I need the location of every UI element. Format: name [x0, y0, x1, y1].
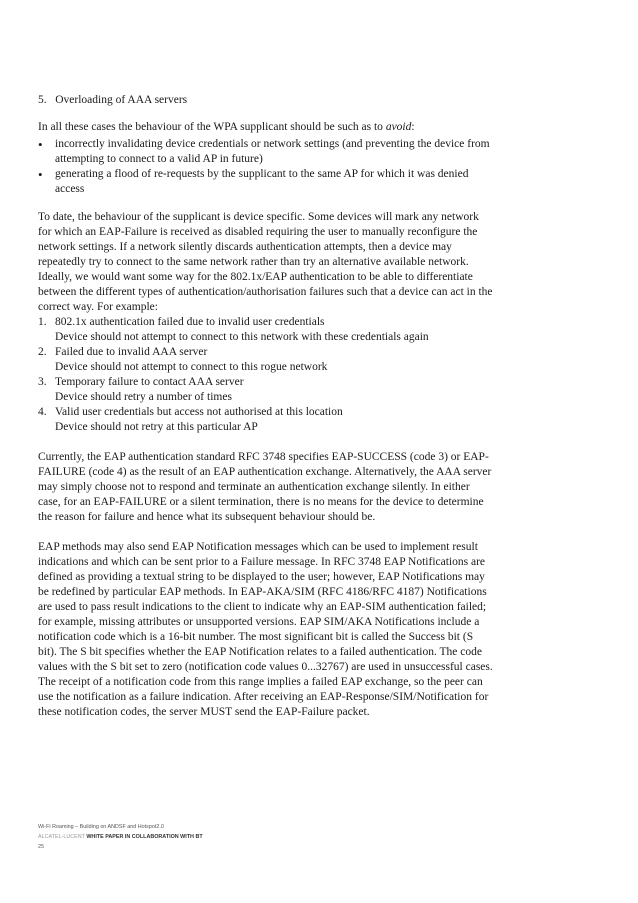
paragraph-device-behaviour: To date, the behaviour of the supplicant is device specific. Some devices will mark any network for which an EAP-Failure is received as disabled requiring the user to manually reconfigure the network settings. If a network silently discards authentication attempts, then a device may repeatedly try to connect to the same network rather than try an alternative available network. Ideally, we would want some way for the 802.1x/EAP authentication to be able to differentiate between the different types of authentication/authorisation failures such that a device can act in the correct way. For example:	[38, 211, 493, 313]
item-title: 802.1x authentication failed due to invalid user credentials	[55, 316, 325, 328]
numbered-item	[38, 405, 493, 435]
intro-paragraph	[38, 120, 493, 135]
numbered-list	[38, 315, 493, 435]
item-number: 4.	[38, 406, 47, 418]
numbered-item	[38, 345, 493, 375]
bullet-icon: •	[38, 137, 43, 152]
footer-company: ALCATEL-LUCENT	[38, 834, 85, 840]
numbered-item	[38, 375, 493, 405]
bullet-item	[38, 167, 493, 197]
section-heading: 5. Overloading of AAA servers	[38, 94, 188, 106]
intro-colon: :	[411, 121, 415, 133]
bullet-icon: •	[38, 167, 43, 182]
footer-title: Wi-Fi Roaming – Building on ANDSF and Hotspot2.0	[38, 824, 164, 830]
item-number: 1.	[38, 316, 47, 328]
item-title: Valid user credentials but access not authorised at this location	[55, 406, 343, 418]
numbered-item	[38, 315, 493, 345]
footer-subtitle: WHITE PAPER IN COLLABORATION WITH BT	[86, 834, 203, 840]
bullet-list	[38, 137, 493, 197]
item-number: 2.	[38, 346, 47, 358]
intro-emphasis: avoid	[385, 121, 412, 133]
item-action: Device should not attempt to connect to this rogue network	[55, 361, 328, 373]
paragraph-eap-standard: Currently, the EAP authentication standard RFC 3748 specifies EAP-SUCCESS (code 3) or EAP-FAILURE (code 4) as the result of an EAP authentication exchange. Alternatively, the AAA server may simply choose not to respond and terminate an authentication exchange silently. In either case, for an EAP-FAILURE or a silent termination, there is no means for the device to determine the reason for failure and hence what its subsequent behaviour should be.	[38, 451, 492, 523]
page-number: 25	[38, 844, 44, 850]
item-title: Temporary failure to contact AAA server	[55, 376, 244, 388]
paragraph-eap-notifications: EAP methods may also send EAP Notification messages which can be used to implement result indications and which can be sent prior to a Failure message. In RFC 3748 EAP Notifications are defined as providing a textual string to be displayed to the user; however, EAP Notifications may be redefined by particular EAP methods. In EAP-AKA/SIM (RFC 4186/RFC 4187) Notifications are used to pass result indications to the client to indicate why an EAP-SIM authentication failed; for example, missing attributes or unsupported versions. EAP SIM/AKA Notifications include a notification code which is a 16-bit number. The most significant bit is called the Success bit (S bit). The S bit specifies whether the EAP Notification relates to a failed authentication. The code values with the S bit set to zero (notification code values 0...32767) are used in unsuccessful cases. The receipt of a notification code from this range implies a failed EAP exchange, so the peer can use the notification as a failure indication. After receiving an EAP-Response/SIM/Notification for these notification codes, the server MUST send the EAP-Failure packet.	[38, 541, 493, 718]
document-body	[38, 93, 493, 735]
item-number: 3.	[38, 376, 47, 388]
item-action: Device should not attempt to connect to this network with these credentials again	[55, 331, 429, 343]
item-action: Device should retry a number of times	[55, 391, 232, 403]
item-title: Failed due to invalid AAA server	[55, 346, 208, 358]
bullet-text: incorrectly invalidating device credentials or network settings (and preventing the device from attempting to connect to a valid AP in future)	[55, 138, 490, 165]
bullet-text: generating a flood of re-requests by the supplicant to the same AP for which it was denied access	[55, 168, 469, 195]
footer-subtitle-line	[38, 832, 203, 842]
item-action: Device should not retry at this particular AP	[55, 421, 258, 433]
intro-text: In all these cases the behaviour of the WPA supplicant should be such as to	[38, 121, 386, 133]
page-footer	[38, 822, 203, 852]
bullet-item	[38, 137, 493, 167]
